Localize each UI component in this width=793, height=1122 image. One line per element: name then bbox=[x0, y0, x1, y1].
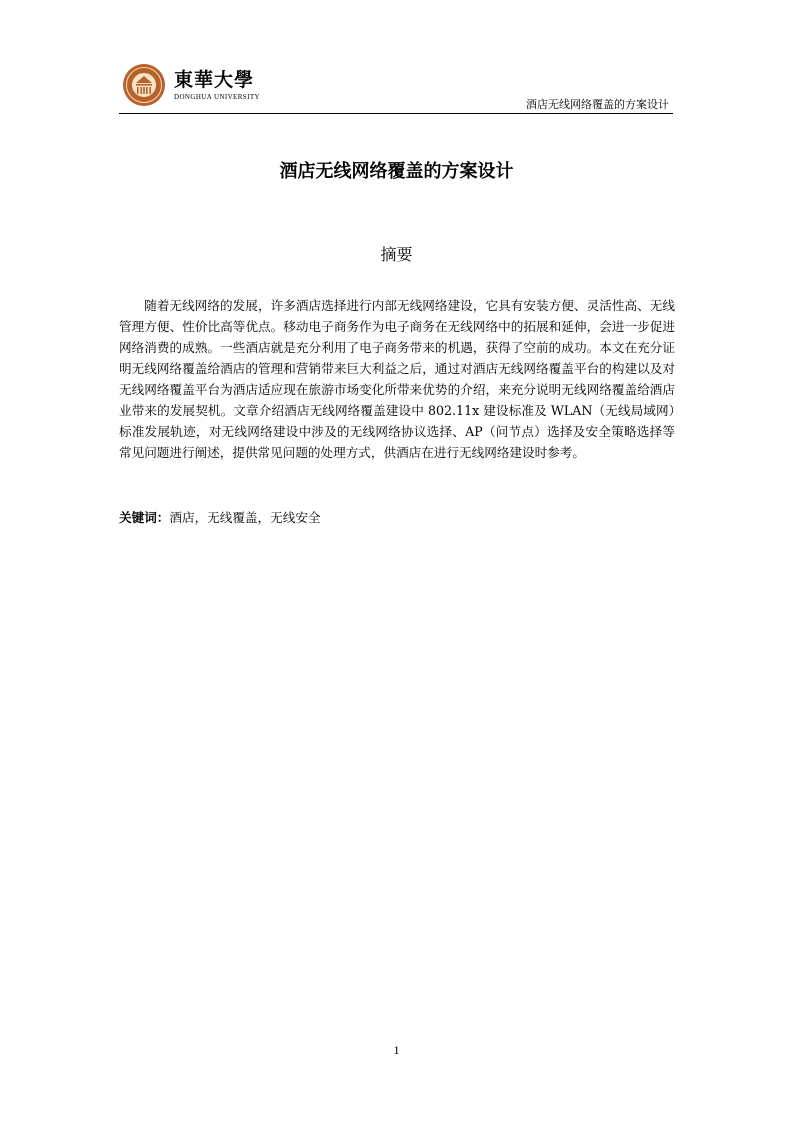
keywords-line bbox=[119, 508, 675, 528]
header-divider bbox=[119, 113, 673, 114]
abstract-heading: 摘要 bbox=[380, 245, 413, 264]
abstract-paragraph: 随着无线网络的发展，许多酒店选择进行内部无线网络建设，它具有安装方便、灵活性高、无线管理方便、性价比高等优点。移动电子商务作为电子商务在无线网络中的拓展和延伸，会进一步促进网络消费的成熟。一些酒店就是充分利用了电子商务带来的机遇，获得了空前的成功。本文在充分证明无线网络覆盖给酒店的管理和营销带来巨大利益之后，通过对酒店无线网络覆盖平台的构建以及对无线网络覆盖平台为酒店适应现在旅游市场变化所带来优势的介绍，来充分说明无线网络覆盖给酒店业带来的发展契机。文章介绍酒店无线网络覆盖建设中 802.11x 建设标准及 WLAN（无线局域网）标准发展轨迹，对无线网络建设中涉及的无线网络协议选择、AP（问节点）选择及安全策略选择等常见问题进行阐述，提供常见问题的处理方式，供酒店在进行无线网络建设时参考。 bbox=[119, 298, 675, 460]
university-name-cn: 東華大學 bbox=[174, 69, 255, 91]
university-logo bbox=[122, 60, 260, 110]
university-seal-icon bbox=[122, 60, 166, 110]
university-name-en: DONGHUA UNIVERSITY bbox=[174, 93, 260, 101]
document-title: 酒店无线网络覆盖的方案设计 bbox=[279, 161, 514, 182]
page-number: 1 bbox=[393, 1043, 400, 1057]
keywords-label: 关键词： bbox=[119, 510, 170, 525]
running-header-title: 酒店无线网络覆盖的方案设计 bbox=[526, 98, 669, 111]
keywords-values: 酒店，无线覆盖，无线安全 bbox=[169, 510, 321, 525]
